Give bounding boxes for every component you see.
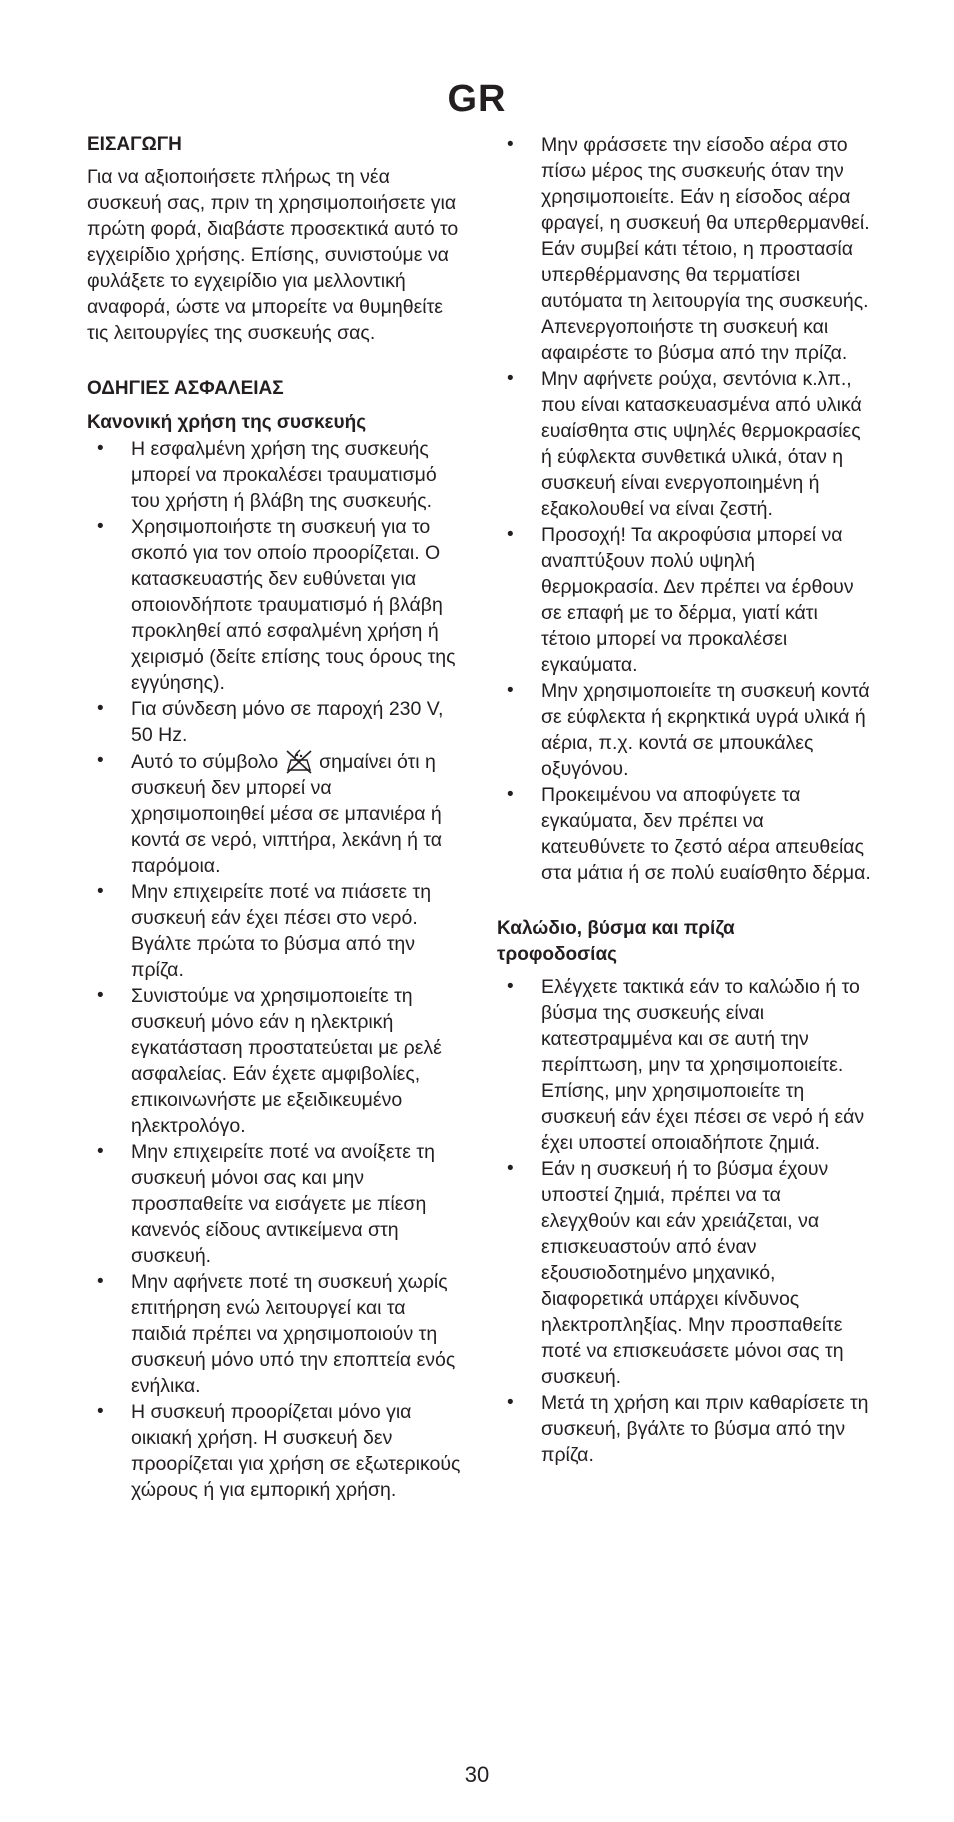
list-item: • Ελέγχετε τακτικά εάν το καλώδιο ή το βύσμα της συσκευής είναι κατεστραμμένα και σε αυτή την περίπτωση, μην τα χρησιμοποιείτε. Επίσης, μην χρησιμοποιείτε τη συσκευή εάν έχει πέσει σε νερό ή εάν έχει υποστεί οποιαδήποτε ζημιά.: [497, 974, 872, 1156]
safety-list: [87, 436, 462, 1503]
cable-list: [497, 974, 872, 1468]
list-item: • Προκειμένου να αποφύγετε τα εγκαύματα, δεν πρέπει να κατευθύνετε το ζεστό αέρα απευθείας στα μάτια ή σε πολύ ευαίσθητο δέρμα.: [497, 782, 872, 886]
safety-heading: ΟΔΗΓΙΕΣ ΑΣΦΑΛΕΙΑΣ: [87, 378, 284, 399]
list-item: • Για σύνδεση μόνο σε παροχή 230 V, 50 Hz.: [87, 696, 462, 748]
list-item: • Μην αφήνετε ρούχα, σεντόνια κ.λπ., που είναι κατασκευασμένα από υλικά ευαίσθητα στις υψηλές θερμοκρασίες ή εύφλεκτα συνθετικά υλικά, όταν η συσκευή είναι ενεργοποιημένη ή εξακολουθεί να είναι ζεστή.: [497, 366, 872, 522]
list-item: • Μην φράσσετε την είσοδο αέρα στο πίσω μέρος της συσκευής όταν την χρησιμοποιείτε. Εάν η είσοδος αέρα φραγεί, η συσκευή θα υπερθερμανθεί. Εάν συμβεί κάτι τέτοιο, η προστασία υπερθέρμανσης θα τερματίσει αυτόματα τη λειτουργία της συσκευής. Απενεργοποιήστε τη συσκευή και αφαιρέστε το βύσμα από την πρίζα.: [497, 132, 872, 366]
intro-text: Για να αξιοποιήσετε πλήρως τη νέα συσκευή σας, πριν τη χρησιμοποιήσετε για πρώτη φορά, διαβάστε προσεκτικά αυτό το εγχειρίδιο χρήσης. Επίσης, συνιστούμε να φυλάξετε το εγχειρίδιο για μελλοντική αναφορά, ώστε να μπορείτε να θυμηθείτε τις λειτουργίες της συσκευής σας.: [87, 166, 459, 344]
intro-heading: ΕΙΣΑΓΩΓΗ: [87, 134, 182, 155]
list-item-symbol: [87, 748, 462, 879]
symbol-text-before: Αυτό το σύμβολο: [131, 751, 284, 773]
cable-heading: Καλώδιο, βύσμα και πρίζα τροφοδοσίας: [497, 918, 735, 965]
list-item: • Η εσφαλμένη χρήση της συσκευής μπορεί να προκαλέσει τραυματισμό του χρήστη ή βλάβη της συσκευής.: [87, 436, 462, 514]
list-item: • Προσοχή! Τα ακροφύσια μπορεί να αναπτύξουν πολύ υψηλή θερμοκρασία. Δεν πρέπει να έρθουν σε επαφή με το δέρμα, γιατί κάτι τέτοιο μπορεί να προκαλέσει εγκαύματα.: [497, 522, 872, 678]
list-item: • Μην επιχειρείτε ποτέ να ανοίξετε τη συσκευή μόνοι σας και μην προσπαθείτε να εισάγετε με πίεση κανενός είδους αντικείμενα στη συσκευή.: [87, 1139, 462, 1269]
left-column: [87, 132, 462, 1503]
language-code: GR: [447, 78, 507, 120]
list-item: • Εάν η συσκευή ή το βύσμα έχουν υποστεί ζημιά, πρέπει να τα ελεγχθούν και εάν χρειάζεται, να επισκευαστούν από έναν εξουσιοδοτημένο μηχανικό, διαφορετικά υπάρχει κίνδυνος ηλεκτροπληξίας. Μην προσπαθείτε ποτέ να επισκευάσετε μόνοι σας τη συσκευή.: [497, 1156, 872, 1390]
no-water-symbol-icon: [284, 748, 314, 774]
list-item: • Συνιστούμε να χρησιμοποιείτε τη συσκευή μόνο εάν η ηλεκτρική εγκατάσταση προστατεύεται με ρελέ ασφαλείας. Εάν έχετε αμφιβολίες, επικοινωνήστε με εξειδικευμένο ηλεκτρολόγο.: [87, 983, 462, 1139]
normal-use-subheading: Κανονική χρήση της συσκευής: [87, 412, 367, 433]
list-item: • Η συσκευή προορίζεται μόνο για οικιακή χρήση. Η συσκευή δεν προορίζεται για χρήση σε εξωτερικούς χώρους ή για εμπορική χρήση.: [87, 1399, 462, 1503]
right-column: [497, 132, 872, 1468]
list-item: • Μετά τη χρήση και πριν καθαρίσετε τη συσκευή, βγάλτε το βύσμα από την πρίζα.: [497, 1390, 872, 1468]
list-item: • Μην αφήνετε ποτέ τη συσκευή χωρίς επιτήρηση ενώ λειτουργεί και τα παιδιά πρέπει να χρησιμοποιούν τη συσκευή μόνο υπό την εποπτεία ενός ενήλικα.: [87, 1269, 462, 1399]
list-item: • Μην επιχειρείτε ποτέ να πιάσετε τη συσκευή εάν έχει πέσει στο νερό. Βγάλτε πρώτα το βύσμα από την πρίζα.: [87, 879, 462, 983]
page-number: 30: [464, 1762, 490, 1787]
list-item: • Μην χρησιμοποιείτε τη συσκευή κοντά σε εύφλεκτα ή εκρηκτικά υγρά υλικά ή αέρια, π.χ. κοντά σε μπουκάλες οξυγόνου.: [497, 678, 872, 782]
list-item: • Χρησιμοποιήστε τη συσκευή για το σκοπό για τον οποίο προορίζεται. Ο κατασκευαστής δεν ευθύνεται για οποιονδήποτε τραυματισμό ή βλάβη προκληθεί από εσφαλμένη χρήση ή χειρισμό (δείτε επίσης τους όρους της εγγύησης).: [87, 514, 462, 696]
safety-list-continued: [497, 132, 872, 886]
symbol-text-after: σημαίνει ότι η συσκευή δεν μπορεί να χρησιμοποιηθεί μέσα σε μπανιέρα ή κοντά σε νερό, νιπτήρα, λεκάνη ή τα παρόμοια.: [131, 751, 443, 877]
